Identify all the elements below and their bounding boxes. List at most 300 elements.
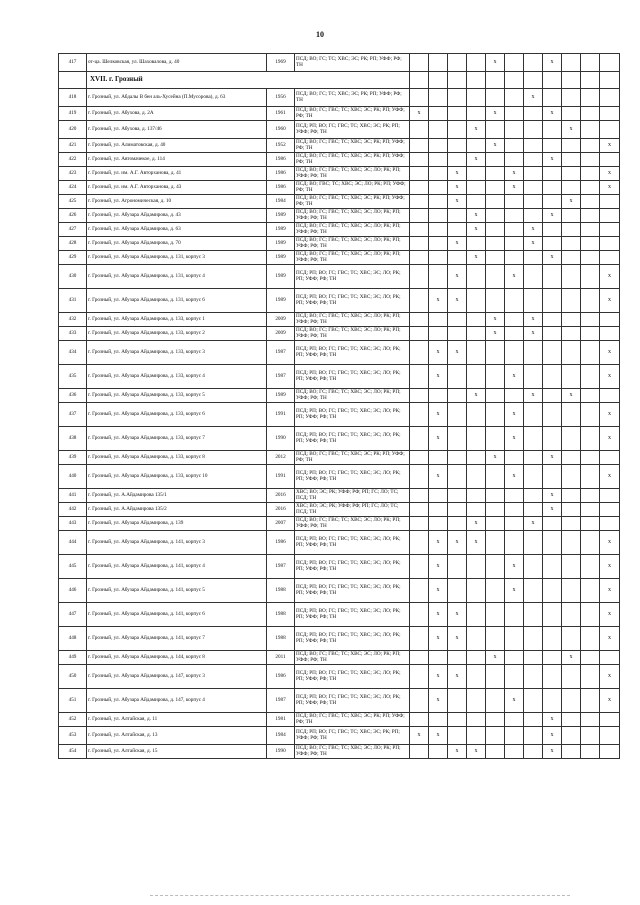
mark-cell: [562, 289, 581, 313]
row-address: г. Грозный, ул. Абузара Айдамирова, д. 133, корпус 2: [87, 327, 267, 341]
row-year: 1988: [267, 627, 295, 651]
mark-cell: [524, 665, 543, 689]
mark-x: x: [448, 237, 467, 251]
mark-cell: [505, 745, 524, 759]
mark-cell: [505, 341, 524, 365]
mark-cell: [581, 531, 600, 555]
mark-cell: [448, 121, 467, 139]
mark-x: x: [600, 403, 620, 427]
mark-cell: [581, 651, 600, 665]
mark-x: x: [448, 181, 467, 195]
mark-cell: [600, 251, 620, 265]
mark-cell: [410, 89, 429, 107]
mark-cell: [410, 603, 429, 627]
mark-cell: [524, 341, 543, 365]
row-year: 1988: [267, 579, 295, 603]
mark-cell: [429, 167, 448, 181]
mark-cell: [429, 713, 448, 727]
row-address: г. Грозный, ул. Алтайская, д. 13: [87, 727, 267, 745]
mark-cell: [562, 727, 581, 745]
row-works: ПСД; ВО; ГС; ГВС; ТС; ХВС; ЭС; ЛО; РК; РП; УФФ; РФ; ТН: [295, 251, 410, 265]
row-address: г. Грозный, ул. Абузара Айдамирова, д. 131, корпус 3: [87, 251, 267, 265]
mark-cell: [505, 489, 524, 503]
mark-cell: [600, 209, 620, 223]
mark-cell: [486, 603, 505, 627]
row-year: 1987: [267, 689, 295, 713]
mark-cell: [562, 251, 581, 265]
table-row: [59, 89, 620, 107]
mark-cell: [486, 517, 505, 531]
mark-cell: [581, 313, 600, 327]
mark-cell: [467, 665, 486, 689]
row-year: 1987: [267, 341, 295, 365]
row-address: г. Грозный, ул. Абузара Айдамирова, д. 144, корпус 8: [87, 651, 267, 665]
mark-cell: [448, 313, 467, 327]
mark-cell: [543, 181, 562, 195]
mark-x: x: [543, 209, 562, 223]
row-year: 1991: [267, 465, 295, 489]
mark-x: x: [562, 651, 581, 665]
mark-cell: [486, 627, 505, 651]
mark-cell: [524, 181, 543, 195]
mark-cell: [448, 451, 467, 465]
row-works: ПСД; РП; ВО; ГС; ГВС; ТС; ХВС; ЭС; ЛО; РК; РП; УФФ; РФ; ТН: [295, 265, 410, 289]
mark-cell: [410, 745, 429, 759]
mark-cell: [505, 107, 524, 121]
mark-cell: [581, 327, 600, 341]
table-row: [59, 579, 620, 603]
mark-cell: [543, 555, 562, 579]
mark-cell: [486, 531, 505, 555]
row-address: г. Грозный, ул. Алтайская, д. 15: [87, 745, 267, 759]
mark-cell: [505, 121, 524, 139]
mark-cell: [581, 503, 600, 517]
mark-x: x: [600, 139, 620, 153]
mark-cell: [543, 89, 562, 107]
mark-cell: [562, 745, 581, 759]
table-row: [59, 121, 620, 139]
mark-cell: [581, 555, 600, 579]
mark-cell: [562, 365, 581, 389]
mark-x: x: [543, 54, 562, 72]
rows-before-section: [59, 54, 620, 72]
row-year: 1989: [267, 265, 295, 289]
mark-cell: [486, 153, 505, 167]
mark-cell: [581, 389, 600, 403]
mark-x: x: [600, 555, 620, 579]
mark-cell: [448, 555, 467, 579]
mark-cell: [581, 289, 600, 313]
mark-cell: [467, 503, 486, 517]
mark-x: x: [429, 365, 448, 389]
row-number: 423: [59, 167, 87, 181]
row-address: г. Грозный, ул. Абузара Айдамирова, д. 133, корпус 10: [87, 465, 267, 489]
mark-cell: [486, 237, 505, 251]
mark-cell: [486, 579, 505, 603]
mark-cell: [581, 727, 600, 745]
mark-cell: [562, 665, 581, 689]
table-row: [59, 603, 620, 627]
row-number: 432: [59, 313, 87, 327]
mark-cell: [429, 107, 448, 121]
table-row: [59, 251, 620, 265]
mark-cell: [410, 209, 429, 223]
mark-cell: [486, 555, 505, 579]
mark-cell: [429, 139, 448, 153]
mark-cell: [543, 195, 562, 209]
mark-cell: [448, 251, 467, 265]
row-year: 1991: [267, 403, 295, 427]
mark-cell: [543, 651, 562, 665]
mark-cell: [505, 313, 524, 327]
mark-x: x: [467, 531, 486, 555]
table-row: [59, 503, 620, 517]
row-number: 438: [59, 427, 87, 451]
mark-x: x: [486, 107, 505, 121]
mark-cell: [429, 89, 448, 107]
mark-cell: [600, 503, 620, 517]
mark-cell: [410, 195, 429, 209]
row-number: 451: [59, 689, 87, 713]
table-row: [59, 689, 620, 713]
row-works: ПСД; РП; ВО; ГС; ГВС; ТС; ХВС; ЭС; ЛО; РК; РП; УФФ; РФ; ТН: [295, 289, 410, 313]
mark-cell: [581, 579, 600, 603]
mark-x: x: [600, 341, 620, 365]
mark-cell: [543, 627, 562, 651]
mark-cell: [600, 727, 620, 745]
table-row: [59, 313, 620, 327]
row-number: 454: [59, 745, 87, 759]
mark-cell: [600, 153, 620, 167]
page-number: 10: [316, 30, 324, 39]
row-year: 1986: [267, 167, 295, 181]
mark-cell: [448, 727, 467, 745]
row-number: 448: [59, 627, 87, 651]
mark-cell: [543, 365, 562, 389]
row-address: г. Грозный, ул. Абузара Айдамирова, д. 131, корпус 4: [87, 265, 267, 289]
mark-x: x: [600, 427, 620, 451]
mark-cell: [600, 389, 620, 403]
mark-x: x: [600, 627, 620, 651]
row-number: 425: [59, 195, 87, 209]
mark-x: x: [410, 727, 429, 745]
mark-cell: [524, 139, 543, 153]
table-row: [59, 223, 620, 237]
mark-x: x: [429, 603, 448, 627]
mark-x: x: [429, 341, 448, 365]
row-address: г. Грозный, ул. Агрономическая, д. 10: [87, 195, 267, 209]
mark-x: x: [562, 195, 581, 209]
row-year: 1989: [267, 389, 295, 403]
mark-cell: [410, 265, 429, 289]
mark-cell: [524, 107, 543, 121]
section-header-row: [59, 72, 620, 89]
mark-cell: [486, 195, 505, 209]
mark-cell: [410, 555, 429, 579]
mark-cell: [562, 489, 581, 503]
row-year: 1989: [267, 237, 295, 251]
mark-cell: [448, 89, 467, 107]
mark-cell: [486, 209, 505, 223]
row-number: 424: [59, 181, 87, 195]
mark-cell: [524, 627, 543, 651]
table-row: [59, 427, 620, 451]
mark-x: x: [486, 651, 505, 665]
mark-x: x: [429, 579, 448, 603]
mark-cell: [410, 665, 429, 689]
table-row: [59, 555, 620, 579]
mark-cell: [562, 503, 581, 517]
mark-cell: [524, 167, 543, 181]
row-number: 444: [59, 531, 87, 555]
mark-cell: [562, 689, 581, 713]
row-works: ПСД; РП; ВО; ГС; ГВС; ТС; ХВС; ЭС; ЛО; РК; РП; УФФ; РФ; ТН: [295, 627, 410, 651]
mark-x: x: [429, 403, 448, 427]
mark-cell: [410, 403, 429, 427]
mark-cell: [486, 251, 505, 265]
row-year: 1989: [267, 251, 295, 265]
mark-cell: [486, 403, 505, 427]
row-number: 447: [59, 603, 87, 627]
mark-x: x: [562, 121, 581, 139]
row-works: ПСД; ВО; ГС; ГВС; ТС; ХВС; ЭС; ЛО; РК; РП; УФФ; РФ; ТН: [295, 389, 410, 403]
mark-cell: [581, 153, 600, 167]
row-address: г. Грозный, ул. им. А.Г. Авторханова, д. 41: [87, 167, 267, 181]
mark-x: x: [600, 181, 620, 195]
row-address: г. Грозный, ул. Абузара Айдамирова, д. 141, корпус 5: [87, 579, 267, 603]
mark-cell: [448, 651, 467, 665]
mark-x: x: [448, 627, 467, 651]
mark-x: x: [505, 265, 524, 289]
mark-cell: [562, 107, 581, 121]
mark-cell: [410, 627, 429, 651]
row-number: 449: [59, 651, 87, 665]
mark-cell: [524, 489, 543, 503]
table-row: [59, 403, 620, 427]
mark-cell: [505, 517, 524, 531]
mark-cell: [581, 139, 600, 153]
mark-x: x: [600, 689, 620, 713]
mark-x: x: [600, 579, 620, 603]
mark-x: x: [448, 531, 467, 555]
mark-cell: [600, 237, 620, 251]
mark-x: x: [562, 389, 581, 403]
row-address: г. Грозный, ул. Абузара Айдамирова, д. 147, корпус 3: [87, 665, 267, 689]
mark-x: x: [410, 107, 429, 121]
row-year: 1986: [267, 665, 295, 689]
mark-x: x: [429, 689, 448, 713]
row-address: г. Грозный, ул. Абузара Айдамирова, д. 141, корпус 3: [87, 531, 267, 555]
mark-x: x: [600, 167, 620, 181]
row-year: 1952: [267, 139, 295, 153]
mark-cell: [581, 713, 600, 727]
mark-x: x: [505, 403, 524, 427]
section-empty-cell: [59, 72, 87, 89]
mark-x: x: [524, 237, 543, 251]
mark-cell: [543, 341, 562, 365]
mark-cell: [600, 327, 620, 341]
mark-x: x: [505, 465, 524, 489]
mark-cell: [581, 251, 600, 265]
row-year: 1987: [267, 555, 295, 579]
mark-x: x: [600, 603, 620, 627]
mark-cell: [562, 54, 581, 72]
mark-x: x: [467, 153, 486, 167]
rows-section: [59, 89, 620, 759]
row-works: ПСД; РП; ВО; ГС; ГВС; ТС; ХВС; ЭС; ЛО; РК; РП; УФФ; РФ; ТН: [295, 555, 410, 579]
row-number: 434: [59, 341, 87, 365]
mark-x: x: [524, 327, 543, 341]
mark-x: x: [486, 313, 505, 327]
table-row: [59, 727, 620, 745]
mark-cell: [581, 427, 600, 451]
row-address: г. Грозный, ул. Абузара Айдамирова, д. 141, корпус 7: [87, 627, 267, 651]
table-row: [59, 451, 620, 465]
mark-cell: [524, 265, 543, 289]
mark-cell: [581, 89, 600, 107]
row-works: ПСД; ВО; ГС; ГВС; ТС; ХВС; ЭС; ЛО; РК; РП; УФФ; РФ; ТН: [295, 209, 410, 223]
table-row: [59, 341, 620, 365]
mark-x: x: [448, 603, 467, 627]
mark-cell: [429, 237, 448, 251]
row-number: 442: [59, 503, 87, 517]
mark-cell: [581, 689, 600, 713]
table-row: [59, 465, 620, 489]
mark-cell: [467, 237, 486, 251]
row-year: 1986: [267, 181, 295, 195]
mark-x: x: [448, 341, 467, 365]
row-year: 1989: [267, 223, 295, 237]
mark-cell: [410, 365, 429, 389]
mark-cell: [524, 689, 543, 713]
mark-cell: [467, 289, 486, 313]
mark-cell: [505, 251, 524, 265]
mark-x: x: [543, 503, 562, 517]
row-address: г. Грозный, ул. Абдалы В бен аль-Хусейна (П.Мусорова), д. 63: [87, 89, 267, 107]
mark-cell: [505, 603, 524, 627]
mark-cell: [562, 209, 581, 223]
mark-cell: [448, 139, 467, 153]
mark-cell: [505, 713, 524, 727]
mark-cell: [410, 531, 429, 555]
mark-cell: [429, 223, 448, 237]
mark-cell: [600, 121, 620, 139]
mark-cell: [486, 713, 505, 727]
table-row: [59, 517, 620, 531]
mark-cell: [410, 579, 429, 603]
mark-cell: [429, 489, 448, 503]
mark-x: x: [467, 121, 486, 139]
mark-cell: [429, 503, 448, 517]
mark-x: x: [429, 665, 448, 689]
mark-cell: [543, 603, 562, 627]
mark-cell: [410, 153, 429, 167]
mark-x: x: [600, 531, 620, 555]
table-row: [59, 195, 620, 209]
mark-cell: [505, 237, 524, 251]
mark-cell: [467, 54, 486, 72]
mark-cell: [486, 265, 505, 289]
mark-cell: [562, 341, 581, 365]
mark-cell: [448, 579, 467, 603]
mark-x: x: [429, 555, 448, 579]
row-address: г. Грозный, ул. А.Айдамирова 135/2: [87, 503, 267, 517]
mark-cell: [524, 153, 543, 167]
mark-cell: [486, 745, 505, 759]
mark-cell: [467, 465, 486, 489]
mark-cell: [410, 517, 429, 531]
row-works: ПСД; РП; ВО; ГС; ГВС; ТС; ХВС; ЭС; ЛО; РК; РП; УФФ; РФ; ТН: [295, 341, 410, 365]
mark-x: x: [543, 713, 562, 727]
mark-cell: [543, 237, 562, 251]
table-row: [59, 209, 620, 223]
mark-cell: [448, 403, 467, 427]
mark-cell: [505, 223, 524, 237]
mark-cell: [524, 531, 543, 555]
mark-x: x: [600, 265, 620, 289]
mark-cell: [505, 139, 524, 153]
row-works: ПСД; ВО; ГС; ГВС; ТС; ХВС; ЭС; ЛО; РК; РП; УФФ; РФ; ТН: [295, 313, 410, 327]
row-works: ПСД; ВО; ГС; ГВС; ТС; ХВС; ЭС; РК; РП; УФФ; РФ; ТН: [295, 451, 410, 465]
mark-x: x: [429, 427, 448, 451]
mark-cell: [410, 503, 429, 517]
mark-x: x: [429, 465, 448, 489]
row-works: ПСД; РП; ВО; ГС; ГВС; ТС; ХВС; ЭС; РК; РП; УФФ; РФ; ТН: [295, 727, 410, 745]
mark-cell: [505, 651, 524, 665]
mark-cell: [524, 451, 543, 465]
mark-x: x: [467, 745, 486, 759]
mark-cell: [467, 313, 486, 327]
mark-cell: [562, 403, 581, 427]
row-works: ПСД; ВО; ГС; ГВС; ТС; ХВС; ЭС; РК; РП; УФФ; РФ; ТН: [295, 713, 410, 727]
row-works: ПСД; ВО; ГС; ТС; ХВС; ЭС; РК; РП; УФФ; РФ; ТН: [295, 89, 410, 107]
mark-cell: [562, 223, 581, 237]
mark-cell: [467, 727, 486, 745]
mark-cell: [505, 665, 524, 689]
mark-cell: [505, 195, 524, 209]
row-number: 435: [59, 365, 87, 389]
mark-cell: [410, 167, 429, 181]
mark-x: x: [429, 289, 448, 313]
row-works: ПСД; ВО; ГС; ГВС; ТС; ХВС; ЭС; РК; РП; УФФ; РФ; ТН: [295, 195, 410, 209]
mark-cell: [410, 489, 429, 503]
row-address: г. Грозный, ул. Абузара Айдамирова, д. 133, корпус 7: [87, 427, 267, 451]
mark-cell: [581, 489, 600, 503]
row-number: 429: [59, 251, 87, 265]
table-row: [59, 665, 620, 689]
mark-cell: [543, 223, 562, 237]
mark-cell: [429, 313, 448, 327]
mark-cell: [486, 465, 505, 489]
mark-cell: [410, 389, 429, 403]
mark-cell: [429, 121, 448, 139]
row-year: 1981: [267, 713, 295, 727]
mark-cell: [543, 403, 562, 427]
mark-cell: [524, 195, 543, 209]
mark-cell: [486, 341, 505, 365]
row-works: ПСД; ВО; ГВС; ТС; ХВС; ЭС; ЛО; РК; РП; УФФ; РФ; ТН: [295, 181, 410, 195]
section-header-group: [59, 72, 620, 89]
mark-x: x: [467, 223, 486, 237]
mark-x: x: [429, 727, 448, 745]
mark-cell: [429, 745, 448, 759]
row-number: 426: [59, 209, 87, 223]
mark-cell: [448, 689, 467, 713]
mark-cell: [600, 451, 620, 465]
mark-cell: [448, 327, 467, 341]
mark-cell: [448, 153, 467, 167]
mark-cell: [505, 327, 524, 341]
